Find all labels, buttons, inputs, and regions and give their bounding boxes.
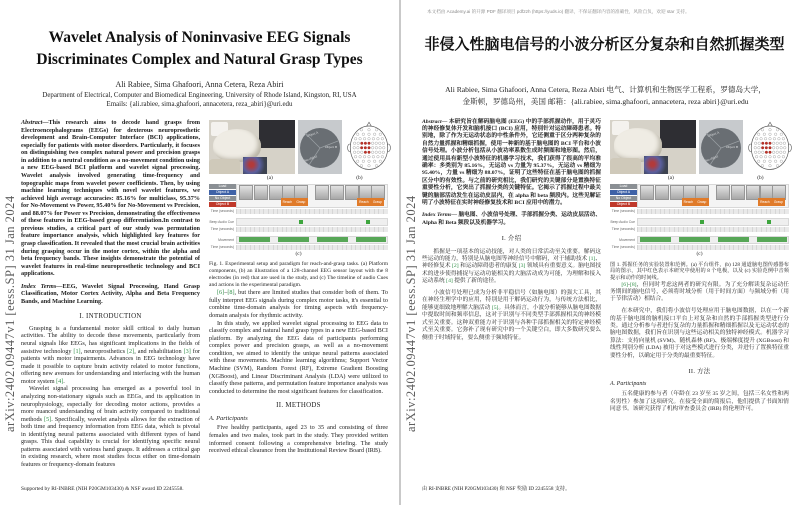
electrode xyxy=(760,137,763,140)
phase-reach-label: Reach xyxy=(359,200,369,205)
electrode xyxy=(774,133,777,136)
electrode xyxy=(368,160,371,163)
electrode xyxy=(356,160,359,163)
electrode xyxy=(763,133,766,136)
figure-timeline xyxy=(610,184,789,250)
electrode xyxy=(368,133,371,136)
electrode xyxy=(382,151,385,154)
task-photo xyxy=(254,185,268,200)
platform-label-no-object: No object xyxy=(704,153,719,163)
timeline-legend-object-b: Object B xyxy=(610,202,637,208)
experimental-setup-photo xyxy=(610,120,696,174)
participants-paragraph: Five healthy participants, aged 23 to 35 and consisting of three females and two males, took part in the study. They provided written informed consent following a comprehensive briefing. The study received ethical clearance from the Institutional Review Board (IRB). xyxy=(209,424,388,455)
body-paragraph: 在本研究中，我们将小波信号处理应用于脑电图数据，以在一个新的基于脑电图的脑机接口平台上对复杂和自然的手部抓握类型进行分类。通过分析参与者进行复杂的力量抓握和精细抓握以及无运动状态的脑电图数据，我们旨在识别与这些运动相关的独特神经模式。机器学习算法：支持向量机 (SVM)、随机森林 (RF)、极端梯度提升 (XGBoost) 和线性判别分析 (LDA) 被用于对这些模式进行分类，并进行了置换特征重要性分析，以确定用于分类的最重要特征。 xyxy=(610,308,789,359)
section-heading-introduction: I. INTRODUCTION xyxy=(79,312,142,320)
time-tick-strip xyxy=(637,209,789,214)
timeline-task-strip xyxy=(236,184,388,208)
intro-paragraph-2: Wavelet signal processing has emerged as a powerful tool in analyzing non-stationary signals such as EEGs, and its application in neurophysiology, especially for decoding motor actions, provides a more nuanced understanding of brain activity compared to traditional methods [5]. Specifically, wavelet analysis allows for the extraction of both time and frequency information from EEG data, which is pivotal in identifying neural patterns associated with different types of hand grasps. This dual capability is crucial for identifying specific neural patterns associated with various hand grasps. It addresses a critical gap in existing research, where most studies focus either on time-domain features or frequency-domain features xyxy=(21,385,200,469)
citation-link[interactable]: [6] xyxy=(217,289,225,297)
citation-link[interactable]: [4] xyxy=(56,377,64,385)
electrode xyxy=(774,160,777,163)
electrode xyxy=(757,160,760,163)
index-terms-text: EEG, Wavelet Signal Processing, Hand Grasp Classification, Motor Cortex Activity, Alpha and Beta Frequency Bands, and Machine Learning. xyxy=(21,282,200,305)
movement-bar xyxy=(679,237,711,242)
electrode xyxy=(757,133,760,136)
electrode xyxy=(769,137,772,140)
citation-link[interactable]: [6] xyxy=(621,281,629,288)
movement-bar xyxy=(757,237,787,242)
timeline-legend-object-b: Object B xyxy=(209,202,236,208)
movement-row-label: Movement xyxy=(218,237,234,242)
electrode xyxy=(778,137,781,140)
electrode xyxy=(356,133,359,136)
electrode xyxy=(773,155,776,158)
electrode xyxy=(377,137,380,140)
experimental-setup-photo xyxy=(209,120,295,174)
electrode xyxy=(353,151,356,154)
task-photo xyxy=(640,185,654,200)
movement-bar xyxy=(356,237,386,242)
electrode xyxy=(379,133,382,136)
electrode xyxy=(773,137,776,140)
electrode xyxy=(769,133,772,136)
index-terms xyxy=(422,212,601,227)
abstract-text: This research aims to decode hand grasps from Electroencephalograms (EEGs) for dexterous neuroprosthetic development and Brain-Computer Interface (BCI) applications, especially for patients with motor disorders. Particularly, it focuses on distinguishing two complex natural power and precision grasps in addition to a neutral condition as a no-movement condition using a new EEG-based BCI platform and wavelet signal processing. Wavelet analysis involved generating time-frequency and topographic maps from wavelet power coefficients. Then, by using machine learning techniques with novel wavelet features, we achieved high average accuracies: 85.16% for multiclass, 95.37% for No-Movement vs Power, 95.40% for No-Movement vs Precision, and 88.07% for Power vs Precision, demonstrating the effectiveness of these features in EEG-based grasp differentiation.In contrast to previous studies, a critical part of our study was permutation feature importance analysis, which highlighted key features for grasp classification. It revealed that the most crucial brain activities during grasping occur in the motor cortex, within the alpha and beta frequency bands. These insights demonstrate the potential of wavelet features in real-time neuroprosthetic technology and BCI applications. xyxy=(21,119,200,278)
electrode xyxy=(783,151,786,154)
electrode-grid xyxy=(754,128,786,167)
timeline-legend-object-a: Object A xyxy=(610,190,637,196)
study-electrode xyxy=(765,151,768,154)
electrode xyxy=(379,160,382,163)
timeline-legend-no-object: No Object xyxy=(610,196,637,202)
electrode xyxy=(362,133,365,136)
study-electrode xyxy=(360,146,363,149)
study-electrode xyxy=(361,142,364,145)
support-footnote: 由 RI-INBRE (NIH P20GM103430) 和 NSF 奖励 ID 2245558 支持。 xyxy=(422,485,600,492)
movement-bar xyxy=(239,237,271,242)
beep-marker xyxy=(700,220,704,224)
photo-base xyxy=(209,159,240,174)
electrode xyxy=(375,142,378,145)
index-terms-text: 脑电图、小波信号处理、手部抓握分类、运动皮层活动、Alpha 和 Beta 频段以及机器学习。 xyxy=(422,212,602,226)
time-axis-label: Time (seconds) xyxy=(210,245,234,250)
paper-title: Wavelet Analysis of Noninvasive EEG Signals Discriminates Complex and Natural Grasp Types xyxy=(36,29,363,68)
column-left xyxy=(21,119,200,469)
study-electrode xyxy=(364,151,367,154)
task-photo xyxy=(239,185,253,200)
photo-eeg-cap xyxy=(644,156,668,173)
electrode xyxy=(776,128,779,131)
study-electrode xyxy=(769,142,772,145)
timeline-task-strip xyxy=(637,184,789,208)
movement-bar xyxy=(718,237,750,242)
movement-strip xyxy=(637,236,789,244)
rotating-platform-graphic xyxy=(699,120,743,174)
authors-line: Ali Rabiee, Sima Ghafoori, Anna Cetera, Reza Abiri xyxy=(115,80,284,89)
arxiv-watermark: arXiv:2402.09447v1 [eess.SP] 31 Jan 2024 xyxy=(3,195,17,433)
electrode xyxy=(361,151,364,154)
task-photo xyxy=(716,185,730,200)
movement-bar xyxy=(317,237,349,242)
index-terms-label: Index Terms— xyxy=(21,282,63,290)
emails-line: Emails: {ali.rabiee, sima.ghafoori, annacetera, reza_abiri}@uri.edu xyxy=(106,101,293,108)
electrode xyxy=(372,137,375,140)
study-electrode xyxy=(765,142,768,145)
paper-page-english xyxy=(0,0,399,505)
citation-link[interactable]: [2] xyxy=(126,347,135,355)
figure-caption: Fig. 1. Experimental setup and paradigm for reach-and-grasp tasks. (a) Platform components, (b) an illustration of a 128-channel EEG sensor layout with the 8 electrodes (in red) that are used in the study, and (c) The timeline of audio Cues and actions in the experimental paradigm. xyxy=(209,261,388,289)
electrode xyxy=(769,155,772,158)
phase-reach-label: Reach xyxy=(760,199,770,204)
platform-label-object-b: Object B xyxy=(325,145,338,149)
electrode xyxy=(754,151,757,154)
electrode xyxy=(764,155,767,158)
electrode-grid xyxy=(353,128,385,167)
task-photo xyxy=(330,185,344,200)
figure-slot xyxy=(209,120,388,257)
reach-grasp-phase xyxy=(357,198,384,206)
electrode xyxy=(776,151,779,154)
study-electrode xyxy=(368,151,371,154)
task-photo xyxy=(315,185,329,200)
phase-grasp-label: Grasp xyxy=(372,200,382,205)
electrode xyxy=(780,133,783,136)
eeg-sensor-layout-diagram xyxy=(345,120,393,174)
platform-label-no-object: No object xyxy=(303,154,318,163)
electrode xyxy=(782,137,785,140)
electrode xyxy=(357,146,360,149)
citation-link[interactable]: [4] xyxy=(446,278,453,285)
electrode xyxy=(360,128,363,131)
time-axis-label: Time (seconds) xyxy=(210,209,234,214)
citation-link[interactable]: [5] xyxy=(44,415,52,423)
column-right xyxy=(209,119,388,469)
movement-strip xyxy=(236,236,388,244)
electrode xyxy=(760,155,763,158)
support-footnote: Supported by RI-INBRE (NIH P20GM103430) & NSF award ID 2245558. xyxy=(21,486,199,492)
phase-grasp-label: Grasp xyxy=(773,199,783,204)
intro-paragraph-2: 小波信号处理已成为分析非平稳信号（如脑电图）的强大工具，其在神经生理学中的应用，特别是用于解码运动行为，与传统方法相比，能够更细致地理解大脑活动 [5]。具体而言，小波分析能够从脑电图数据中提取时间和频率信息，这对于识别与不同类型手部抓握相关的神经模式至关重要。这种双重能力对于识别与各种手部抓握相关的特定神经模式至关重要。它弥补了现有研究中的一个关键空白，即大多数研究要么侧重于时域特征，要么侧重于频域特征。 xyxy=(422,290,602,341)
study-electrode xyxy=(761,146,764,149)
electrode xyxy=(371,146,374,149)
abstract-label: Abstract— xyxy=(21,119,49,126)
electrode xyxy=(363,137,366,140)
electrode xyxy=(382,142,385,145)
electrode xyxy=(368,137,371,140)
time-tick-strip xyxy=(236,209,388,214)
figure-slot xyxy=(610,120,789,258)
reach-grasp-phase xyxy=(281,198,308,206)
intro-paragraph-1: 抓握是一项基本的运动技能，对人类的日常活动至关重要。解码这些运动的能力，特别是从脑电图等神经信号中解码，对于辅助技术 [1]、神经修复术 [2] 和运动障碍患者的康复 [3] 领域具有重要意义。脑电图技术的进步使得捕捉与运动功能相关的大脑活动成为可能，为理解和接入运动系统 [4] 提供了新的途径。 xyxy=(422,248,602,285)
electrode xyxy=(772,142,775,145)
electrode xyxy=(780,146,783,149)
electrode xyxy=(373,133,376,136)
time-tick-strip xyxy=(236,245,388,250)
citation-link[interactable]: [1] xyxy=(73,347,81,355)
movement-row-label: Movement xyxy=(619,237,635,242)
electrode xyxy=(354,137,357,140)
photo-background xyxy=(660,120,696,148)
citation-link[interactable]: [8] xyxy=(629,281,637,288)
section-heading-methods: II. METHODS xyxy=(276,402,321,410)
phase-grasp-label: Grasp xyxy=(296,200,306,205)
timeline-legend-no-object: No Object xyxy=(209,196,236,202)
electrode xyxy=(754,146,757,149)
electrode xyxy=(359,155,362,158)
translation-note: 本文档由 Academy.ai 的开源 PDF 翻译项目 pdf2zh (https://yuds.io) 翻译，不保证翻译内容的准确性，风险自负，欢迎 star 支持。 xyxy=(427,9,690,14)
electrode xyxy=(754,142,757,145)
beep-cue-strip xyxy=(637,218,789,226)
beep-cue-strip xyxy=(236,218,388,226)
electrode xyxy=(761,164,764,167)
platform-label-object-b: Object B xyxy=(726,144,739,149)
panel-c-label: (c) xyxy=(696,250,703,257)
electrode xyxy=(758,142,761,145)
abstract-label: Abstract— xyxy=(422,118,449,125)
study-electrode xyxy=(769,146,772,149)
citation-link[interactable]: [3] xyxy=(518,263,526,270)
section-heading-introduction: I. 介绍 xyxy=(501,235,522,243)
citation-link[interactable]: [8] xyxy=(227,289,235,297)
electrode xyxy=(360,164,363,167)
eeg-sensor-layout-diagram xyxy=(746,120,794,174)
time-tick-strip xyxy=(236,227,388,232)
citation-link[interactable]: [3] xyxy=(183,347,191,355)
citation-link[interactable]: [5] xyxy=(491,304,499,311)
electrode xyxy=(769,160,772,163)
study-electrode xyxy=(765,146,768,149)
electrode xyxy=(772,146,775,149)
electrode xyxy=(379,142,382,145)
electrode xyxy=(761,128,764,131)
participants-paragraph: 五名健康的参与者（年龄在 23 岁至 35 岁之间，包括三名女性和两名男性）参加了这项研究。在接受全面的简报后，他们提供了书面知情同意书。该研究获得了机构审查委员会 (IRB) 的伦理许可。 xyxy=(610,391,789,413)
electrode xyxy=(354,155,357,158)
electrode xyxy=(783,142,786,145)
study-electrode xyxy=(762,142,765,145)
panel-c-label: (c) xyxy=(295,250,302,257)
electrode xyxy=(353,146,356,149)
electrode xyxy=(763,160,766,163)
time-axis-label: Time (seconds) xyxy=(611,209,635,214)
electrode xyxy=(383,146,386,149)
task-photo xyxy=(655,185,669,200)
electrode xyxy=(758,146,761,149)
electrode xyxy=(780,151,783,154)
study-electrode xyxy=(364,142,367,145)
timeline-legend-load: Load xyxy=(209,184,236,190)
affiliation-line: Department of Electrical, Computer and Biomedical Engineering, University of Rhode Island, Kingston, RI, USA xyxy=(42,92,357,99)
index-terms-label: Index Terms— xyxy=(422,212,459,219)
electrode xyxy=(371,151,374,154)
movement-bar xyxy=(640,237,672,242)
body-paragraph: [6]–[8], but there are limited studies that consider both of them. To fully interpret EEG signals during complex motor tasks, it's essential to combine time-domain analysis for timing aspects with frequency-domain analysis for rhythmic activity. xyxy=(209,289,388,319)
electrode xyxy=(776,142,779,145)
electrode xyxy=(381,137,384,140)
column-left xyxy=(422,119,601,418)
subsection-participants: A. Participants xyxy=(610,381,647,388)
rotating-platform-graphic xyxy=(298,120,342,174)
electrode xyxy=(755,137,758,140)
electrode xyxy=(778,155,781,158)
study-electrode xyxy=(368,142,371,145)
beep-marker xyxy=(299,220,303,224)
electrode xyxy=(373,160,376,163)
citation-link[interactable]: [1] xyxy=(588,255,596,262)
electrode xyxy=(371,142,374,145)
electrode xyxy=(780,142,783,145)
photo-eeg-cap xyxy=(243,157,267,174)
electrode xyxy=(776,146,779,149)
timeline-legend-load: Load xyxy=(610,184,637,190)
electrode xyxy=(381,155,384,158)
study-electrode xyxy=(368,146,371,149)
section-heading-methods: II. 方法 xyxy=(688,368,711,376)
index-terms xyxy=(21,283,200,306)
electrode xyxy=(379,151,382,154)
task-photo xyxy=(731,185,745,200)
panel-a-label: (a) xyxy=(667,174,674,181)
phase-reach-label: Reach xyxy=(282,200,293,205)
electrode xyxy=(762,151,765,154)
paper-page-chinese xyxy=(401,0,800,505)
timeline-legend-object-a: Object A xyxy=(209,190,236,196)
abstract-text: 本研究旨在解码脑电图 (EEG) 中的手部抓握动作，用于灵巧的神经修复体开发和脑机接口 (BCI) 应用，特别针对运动障碍患者。特别地，除了作为无运动状态的中性条件外，它还侧重于区分两种复杂的自然力量抓握和精细抓握，使用一种新的基于脑电图的 BCI 平台和小波信号处理。小波分析包括从小波功率系数生成时频图和地形图。然后，通过使用具有新型小波特征的机器学习技术，我们获得了很高的平均准确率：多类别为 85.16%，无运动 vs 力量为 95.37%，无运动 vs 精细为 95.40%，力量 vs 精细为 88.07%，证明了这些特征在基于脑电图的抓握区分中的有效性。与之前的研究相比，我们研究的关键部分是置换特征重要性分析，它突出了抓握分类的关键特征。它揭示了抓握过程中最关键的脑部活动发生在运动皮层内，在 alpha 和 beta 频段内。这些见解证明了小波特征在实时神经修复技术和 BCI 应用中的潜力。 xyxy=(422,118,601,206)
electrode xyxy=(357,151,360,154)
electrode xyxy=(353,142,356,145)
column-right xyxy=(610,119,789,418)
citation-link[interactable]: [2] xyxy=(452,263,459,270)
platform-label-object-a: Object A xyxy=(306,130,319,138)
time-tick-strip xyxy=(637,227,789,232)
electrode xyxy=(755,155,758,158)
electrode xyxy=(363,155,366,158)
electrode xyxy=(758,151,761,154)
electrode xyxy=(368,155,371,158)
panel-b-label: (b) xyxy=(757,174,764,181)
figure-1 xyxy=(209,120,388,257)
electrode xyxy=(780,160,783,163)
abstract-paragraph xyxy=(21,119,200,278)
abstract-paragraph xyxy=(422,119,601,208)
study-electrode xyxy=(769,151,772,154)
panel-a-label: (a) xyxy=(266,175,273,181)
photo-base xyxy=(610,158,641,173)
electrode xyxy=(375,151,378,154)
phase-grasp-label: Grasp xyxy=(697,199,707,204)
electrode xyxy=(379,146,382,149)
electrode xyxy=(769,164,772,167)
reach-grasp-phase xyxy=(682,198,709,206)
panel-b-label: (b) xyxy=(356,175,363,181)
electrode xyxy=(372,155,375,158)
platform-label-object-a: Object A xyxy=(707,129,720,138)
authors-line-chinese: Ali Rabiee, Sima Ghafoori, Anna Cetera, Reza Abiri 电气、计算机和生物医学工程系，罗德岛大学，金斯顿，罗德岛州，美国 邮箱：{ali.rabiee, sima.ghafoori, annacetera, reza abiri}@uri.edu xyxy=(445,85,766,106)
movement-bar xyxy=(278,237,310,242)
reach-grasp-phase xyxy=(758,198,785,206)
time-tick-strip xyxy=(637,245,789,250)
electrode xyxy=(375,128,378,131)
beep-marker xyxy=(767,220,771,224)
arxiv-watermark: arXiv:2402.09447v1 [eess.SP] 31 Jan 2024 xyxy=(404,195,418,433)
figure-caption: 图 1. 抓握任务的实验装置和范例。(a) 平台组件，(b) 128 通道脑电图传感器布局的图示，其中红色表示本研究中使用的 8 个电极，以及 (c) 实验范例中音频提示和动作的时间线。 xyxy=(610,261,789,281)
intro-paragraph-1: Grasping is a fundamental motor skill critical to daily human activities. The ability to decode these movements, particularly from neural signals like EEGs, has significant implications in the fields of assistive technology [1], neuroprosthetics [2], and rehabilitation [3] for patients with motor impairments. Advances in EEG technology have made it possible to capture brain activity related to motor functions, offering new avenues for understanding and interfacing with the human motor system [4]. xyxy=(21,324,200,385)
body-paragraph: [6]-[8]，但同时考虑这两者的研究有限。为了充分解读复杂运动任务期间的脑电信号，必须将时域分析（用于时间方面）与频域分析（用于节律活动）相结合。 xyxy=(610,281,789,303)
electrode xyxy=(782,155,785,158)
figure-timeline xyxy=(209,184,388,250)
electrode xyxy=(375,164,378,167)
electrode xyxy=(377,155,380,158)
phase-reach-label: Reach xyxy=(683,199,694,204)
electrode xyxy=(772,151,775,154)
photo-background xyxy=(259,120,295,148)
time-axis-label: Time (seconds) xyxy=(210,227,234,232)
electrode xyxy=(357,142,360,145)
beep-marker xyxy=(366,220,370,224)
time-axis-label: Time (seconds) xyxy=(611,245,635,250)
electrode xyxy=(769,128,772,131)
study-electrode xyxy=(364,146,367,149)
electrode xyxy=(359,137,362,140)
electrode xyxy=(368,128,371,131)
beep-cue-label: Beep Audio Cue xyxy=(209,219,234,224)
figure-1 xyxy=(610,120,789,258)
electrode xyxy=(776,164,779,167)
electrode xyxy=(764,137,767,140)
electrode xyxy=(368,164,371,167)
subsection-participants: A. Participants xyxy=(209,414,248,422)
time-axis-label: Time (seconds) xyxy=(611,227,635,232)
electrode xyxy=(362,160,365,163)
electrode xyxy=(784,146,787,149)
electrode xyxy=(375,146,378,149)
paper-title-chinese: 非侵入性脑电信号的小波分析区分复杂和自然抓握类型 xyxy=(424,37,785,53)
beep-cue-label: Beep Audio Cue xyxy=(610,219,635,224)
body-paragraph: In this study, we applied wavelet signal processing to EEG data to classify complex and natural hand grasp types in a new EEG-based BCI platform. By analyzing the EEG data of participants performing complex power and precision grasps, as well as a no-movement condition, we aimed to identify the unique neural patterns associated with these movements. Machine learning algorithms; Support Vector Machine (SVM), Random Forest (RF), Extreme Gradient Boosting (XGBoost), and Linear Discriminant Analysis (LDA) were utilized to classify these patterns, and permutation feature importance analysis was conducted to determine the most significant features for classification. xyxy=(209,319,388,395)
